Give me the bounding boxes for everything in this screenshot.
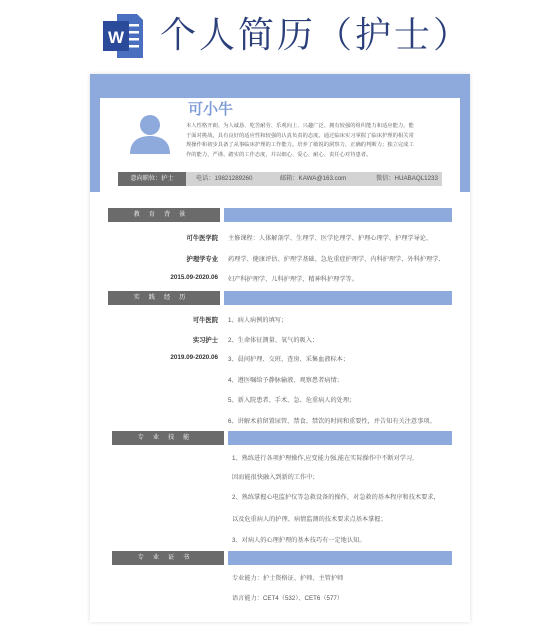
resume-page: [90, 74, 470, 622]
intro-line: 于面对挑战，具有良好的适应性和较强的认真负责的态度。通过临床实习掌握了临床护理的相关常: [186, 132, 414, 139]
practice-period: 2019.09-2020.06: [170, 354, 218, 361]
duty-line: 2、生命体征测量、氧气的吸入；: [228, 337, 319, 344]
left-accent-band: [90, 74, 100, 192]
word-doc-icon: [103, 12, 143, 60]
practice-hospital: 可牛医院: [192, 317, 218, 324]
skill-line: 因而能很快融入到新的工作中；: [232, 474, 319, 481]
section-label-practice: 实践经历: [108, 291, 220, 305]
intro-line: 本人性格开朗、为人诚恳、吃苦耐劳、乐观向上、兴趣广泛、拥有较强的组织能力和适应能力，能: [186, 123, 414, 129]
self-introduction: [186, 122, 448, 160]
page-title: 个人简历（护士）: [160, 14, 473, 55]
education-school: 可牛医学院: [186, 235, 218, 242]
duty-line: 1、病人病例的填写；: [228, 317, 288, 324]
phone: 电话：19821289260: [196, 175, 253, 182]
skill-line: 2、熟练掌握心电监护仪等急救设备的操作，对急救的基本程序和技术要求，: [232, 494, 440, 501]
section-bar-education: [224, 208, 452, 222]
email: 邮箱：KAWA@163.com: [280, 175, 347, 182]
top-accent-band: [90, 74, 470, 98]
intent-position: 意向职位：护士: [118, 172, 186, 186]
course-line: 药理学、健康评估、护理学基础、急危重症护理学、内科护理学、外科护理学、: [228, 256, 445, 263]
duty-line: 5、新入院患者、手术、急、危重病人的处理；: [228, 397, 356, 404]
course-line: 主修课程：人体解剖学、生理学、医学伦理学、护理心理学、护理学导论、: [228, 235, 433, 242]
intro-line: 作的能力，严谨、踏实的工作态度，并以细心、爱心、耐心、责任心对待患者。: [186, 151, 372, 158]
candidate-name: 可小牛: [188, 101, 234, 118]
course-line: 妇产科护理学、儿科护理学、精神科护理学等。: [228, 276, 358, 283]
duty-line: 6、讲解术前留置尿管、禁食、禁饮的时间和重要性，并告知有关注意事项。: [228, 418, 436, 425]
section-label-education: 教育背景: [108, 208, 220, 222]
section-label-skills: 专业技能: [112, 431, 224, 445]
section-label-certs: 专业证书: [112, 551, 224, 565]
section-bar-certs: [228, 551, 452, 565]
section-bar-skills: [228, 431, 452, 445]
cert-line: 语言能力：CET4（532）、CET6（577）: [232, 595, 344, 602]
practice-role: 实习护士: [192, 337, 218, 344]
skill-line: 1、熟练进行各项护理操作,应变能力强,能在实际操作中不断对学习,: [232, 455, 414, 462]
page-header: [0, 0, 560, 72]
duty-line: 4、遵医嘱给予静脉输液、观察患者病情；: [228, 377, 343, 384]
right-accent-band: [460, 74, 470, 192]
education-major: 护理学专业: [186, 256, 218, 263]
skill-line: 以及危重病人的护理、病情监测的技术要求点基本掌握；: [232, 516, 387, 523]
section-bar-practice: [224, 291, 452, 305]
contact-bar: [118, 172, 442, 186]
cert-line: 专业能力：护士资格证、护师、主管护师: [232, 575, 344, 582]
wechat: 微信：HUABAQL1233: [376, 175, 438, 182]
skill-line: 3、对病人的心理护理的基本技巧有一定地认知。: [232, 537, 366, 544]
intro-line: 规操作和初步具备了从事临床护理的工作能力。培养了敏锐的洞察力，正确的判断力；独立完成工: [186, 142, 414, 148]
duty-line: 3、晨间护理、交班、查房、采集血液标本；: [228, 356, 350, 363]
avatar-icon: [128, 110, 172, 154]
svg-text:W: W: [107, 28, 125, 47]
education-period: 2015.09-2020.06: [170, 274, 218, 281]
